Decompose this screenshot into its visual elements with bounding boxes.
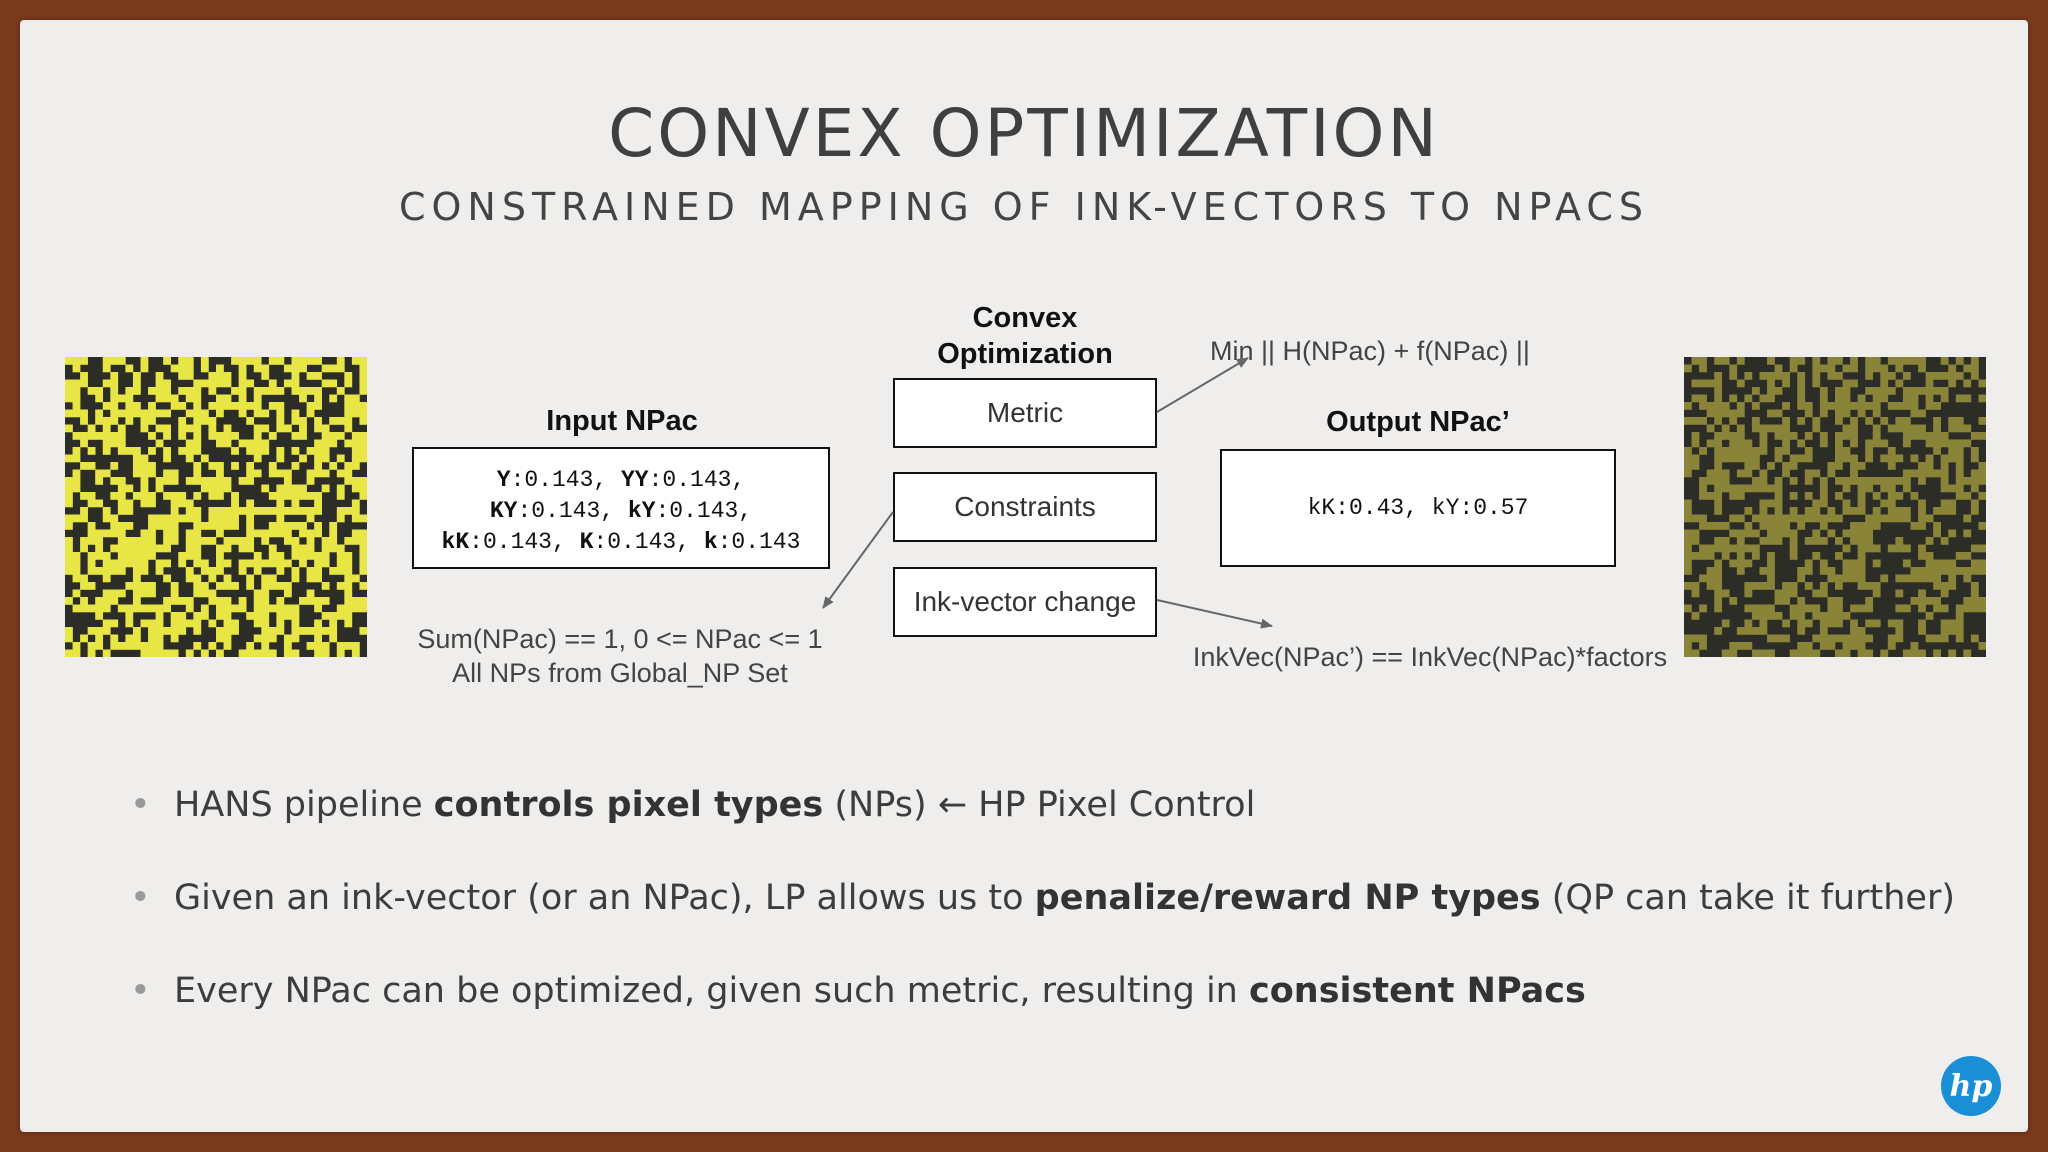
bullet-item [130, 785, 1255, 825]
bullet-text-post: (NPs) ← HP Pixel Control [823, 785, 1256, 825]
metric-formula: Min || H(NPac) + f(NPac) || [1210, 336, 1530, 366]
diagram-arrows [20, 20, 2028, 1132]
npac-key: kK [441, 529, 470, 555]
npac-key: Y [496, 467, 511, 493]
npac-value: :0.143, [469, 529, 580, 555]
hp-logo-icon [1940, 1055, 2002, 1117]
slide [20, 20, 2028, 1132]
metric-arrow [1157, 358, 1248, 412]
npac-value: :0.143, [510, 467, 621, 493]
bullet-dot: • [130, 971, 151, 1011]
ink-vector-arrow [1157, 600, 1272, 626]
output-npac-values: kK:0.43, kY:0.57 [1307, 494, 1529, 521]
metric-box: Metric [893, 378, 1157, 448]
convex-optimization-heading-line-2: Optimization [937, 338, 1113, 370]
ink-vector-change-box: Ink-vector change [893, 567, 1157, 637]
npac-key: k [703, 529, 718, 555]
bullet-text-pre: HANS pipeline [174, 785, 434, 825]
constraint-line-1: Sum(NPac) == 1, 0 <= NPac <= 1 [417, 624, 823, 654]
npac-value: :0.143, [655, 498, 753, 524]
input-npac-heading: Input NPac [546, 405, 698, 437]
bullet-text-bold: controls pixel types [433, 785, 824, 825]
npac-key: K [579, 529, 594, 555]
npac-key: YY [621, 467, 649, 493]
bullet-dot: • [130, 878, 151, 918]
npac-key: KY [489, 498, 518, 524]
bullet-item [130, 971, 1586, 1011]
bullet-dot: • [130, 785, 151, 825]
convex-optimization-heading-line-1: Convex [972, 302, 1078, 334]
output-npac-heading: Output NPac’ [1326, 406, 1510, 438]
bullet-item [130, 878, 1955, 918]
constraints-arrow [823, 512, 893, 608]
bullet-text-bold: penalize/reward NP types [1034, 878, 1541, 918]
bullet-text-pre: Every NPac can be optimized, given such metric, resulting in [174, 971, 1249, 1011]
inkvec-formula: InkVec(NPac’) == InkVec(NPac)*factors [1192, 642, 1668, 672]
bullet-text-bold: consistent NPacs [1249, 971, 1586, 1011]
npac-value: :0.143 [717, 529, 801, 555]
npac-key: kY [627, 498, 656, 524]
constraints-box: Constraints [893, 472, 1157, 542]
slide-title: CONVEX OPTIMIZATION [608, 95, 1440, 172]
bullet-text-post: (QP can take it further) [1540, 878, 1955, 918]
slide-subtitle: CONSTRAINED MAPPING OF INK-VECTORS TO NPACS [398, 185, 1650, 229]
npac-value: :0.143, [648, 467, 746, 493]
npac-value: :0.143, [517, 498, 628, 524]
bullet-text-pre: Given an ink-vector (or an NPac), LP allows us to [174, 878, 1035, 918]
hp-logo-text: hp [1949, 1069, 1993, 1104]
constraint-line-2: All NPs from Global_NP Set [452, 658, 788, 688]
npac-value: :0.143, [593, 529, 704, 555]
